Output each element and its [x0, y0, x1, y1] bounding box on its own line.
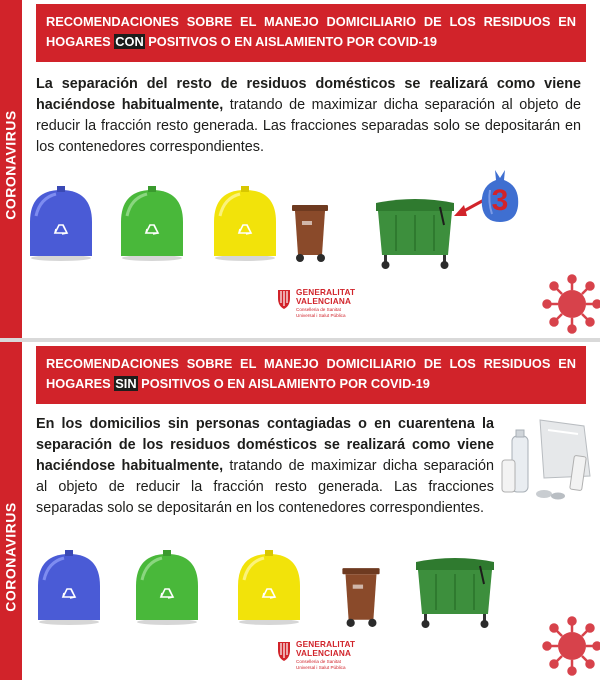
generalitat-emblem-icon [276, 640, 292, 662]
generalitat-logo [276, 640, 355, 670]
logo-name-line1: GENERALITAT [296, 288, 356, 297]
banner-text-end: POSITIVOS O EN AISLAMIENTO POR COVID-19 [137, 376, 430, 391]
panel-sin-positivos [0, 342, 600, 680]
green-waste-container-icon [370, 195, 460, 270]
side-label [0, 60, 22, 270]
brown-organic-bin-icon [290, 203, 330, 263]
garbage-bag [478, 168, 522, 224]
yellow-recycling-bin-icon [210, 186, 280, 262]
banner-keyword: CON [115, 34, 144, 49]
side-label [0, 452, 22, 662]
green-recycling-bin-icon [132, 550, 202, 626]
logo-department-line2: Universal i Salut Pública [296, 313, 346, 318]
instruction-regular: tratando de maximizar dicha separación al objeto de reducir la fracción resto generada. Las fracciones separadas solo se depositarán en los contenedores correspondientes. [36, 458, 494, 516]
panel-con-positivos [0, 0, 600, 338]
instruction-paragraph [36, 74, 581, 158]
banner-text-start: RECOMENDACIONES SOBRE EL MANEJO DOMICILIARIO DE LOS RESIDUOS EN HOGARES [46, 356, 576, 391]
logo-department-line2: Universal i Salut Pública [296, 665, 346, 670]
side-label-text: CORONAVIRUS [3, 502, 19, 612]
generalitat-emblem-icon [276, 288, 292, 310]
bag-number: 3 [491, 184, 509, 217]
header-banner [36, 4, 586, 62]
virus-icon [540, 604, 600, 680]
side-label-text: CORONAVIRUS [3, 110, 19, 220]
instruction-regular: tratando de maximizar dicha separación al objeto de reducir la fracción resto generada. Las fracciones separadas solo se depositarán en los contenedores correspondientes. [36, 97, 581, 155]
blue-recycling-bin-icon [34, 550, 104, 626]
instruction-bold: La separación del resto de residuos domésticos se realizará como viene haciéndose habitualmente, [36, 76, 581, 113]
header-banner [36, 346, 586, 404]
logo-name-line2: VALENCIANA [296, 297, 352, 306]
virus-icon [540, 252, 600, 338]
green-waste-container-icon [410, 554, 500, 629]
banner-keyword: SIN [115, 376, 137, 391]
blue-recycling-bin-icon [26, 186, 96, 262]
recyclable-waste-icon [500, 416, 595, 502]
yellow-recycling-bin-icon [234, 550, 304, 626]
logo-name-line2: VALENCIANA [296, 649, 352, 658]
logo-department-line1: Conselleria de Sanitat [296, 659, 341, 664]
generalitat-logo [276, 288, 355, 318]
instruction-paragraph [36, 414, 494, 519]
banner-text-end: POSITIVOS O EN AISLAMIENTO POR COVID-19 [144, 34, 437, 49]
instruction-bold: En los domicilios sin personas contagiadas o en cuarentena la separación de los residuos domésticos se realizará como viene haciéndose habitualmente, [36, 416, 494, 474]
brown-organic-bin-icon [340, 566, 382, 628]
green-recycling-bin-icon [117, 186, 187, 262]
logo-name-line1: GENERALITAT [296, 640, 356, 649]
logo-department-line1: Conselleria de Sanitat [296, 307, 341, 312]
banner-text-start: RECOMENDACIONES SOBRE EL MANEJO DOMICILIARIO DE LOS RESIDUOS EN HOGARES [46, 14, 576, 49]
